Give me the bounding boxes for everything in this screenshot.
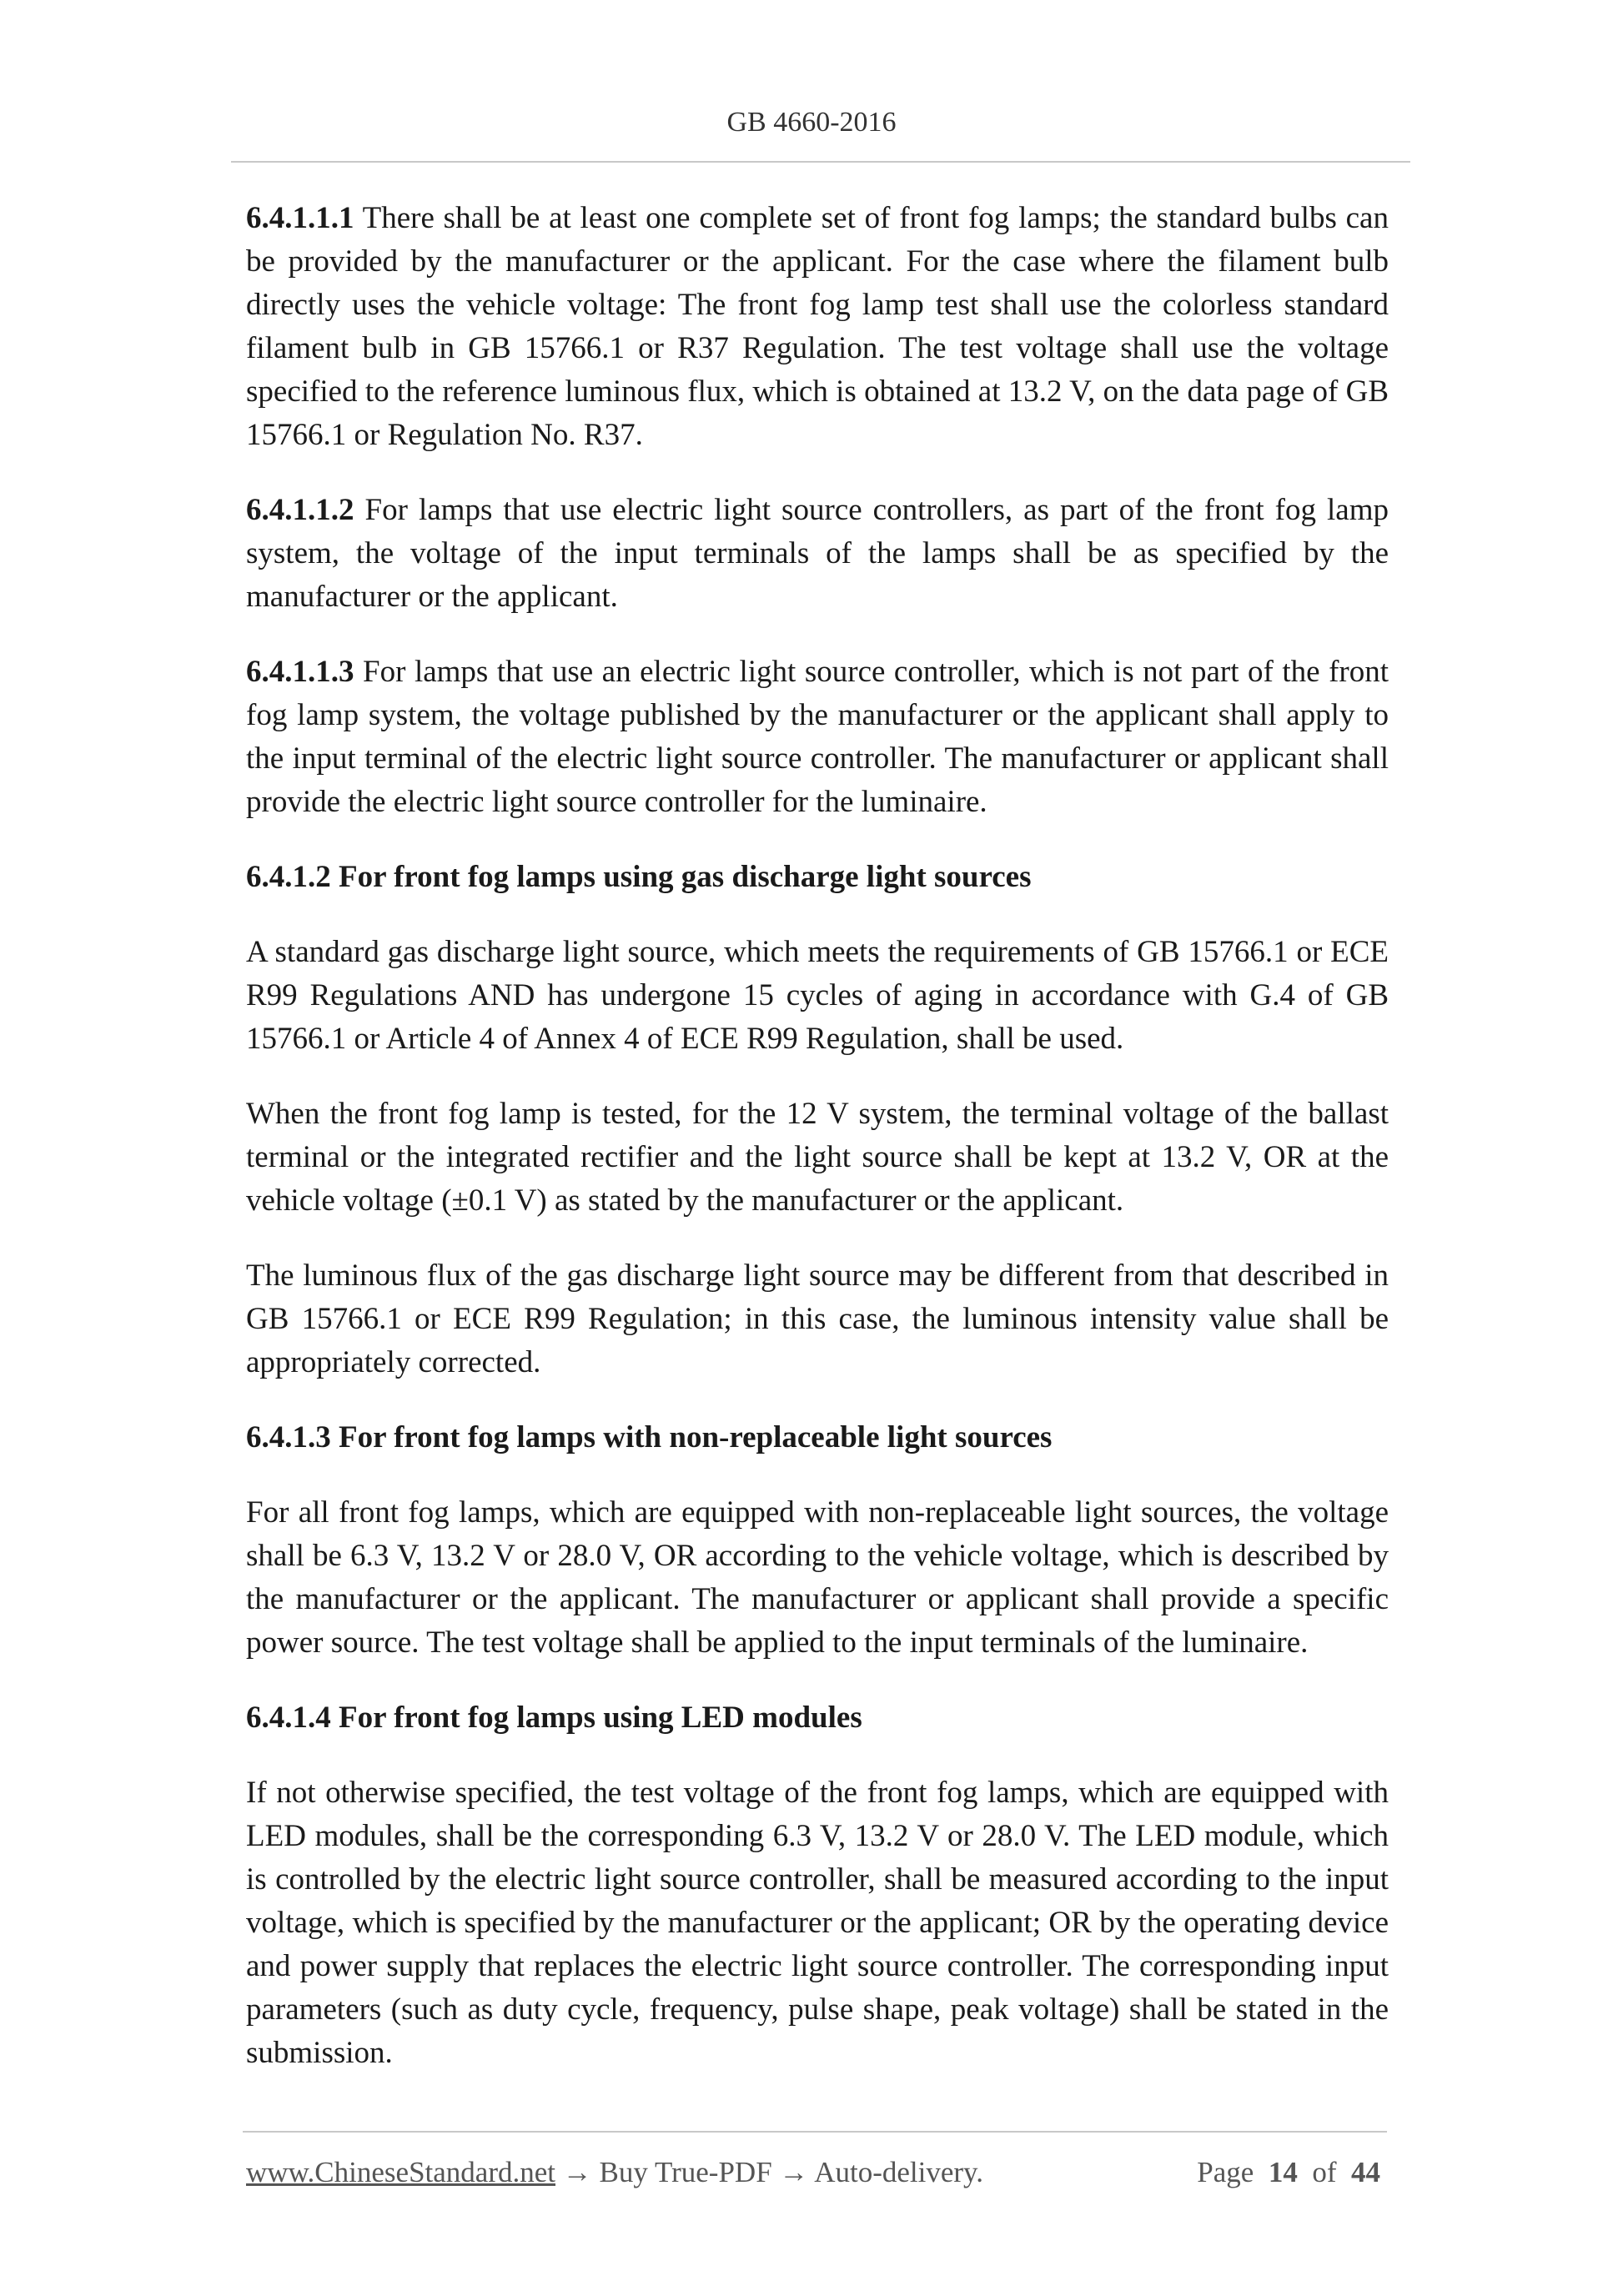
clause-number: 6.4.1.1.2 (246, 493, 354, 527)
clause-number: 6.4.1.1.3 (246, 655, 354, 689)
header-divider (231, 161, 1410, 163)
page-of: of (1312, 2156, 1337, 2188)
paragraph-led-modules: If not otherwise specified, the test voltage of the front fog lamps, which are equipped with LED modules, shall be the corresponding 6.3 V, 13.2 V or 28.0 V. The LED module, which is controlled by the electric light source controller, shall be measured according to the input voltage, which is specified by the manufacturer or the applicant; OR by the operating device and power supply that replaces the electric light source controller. The corresponding input parameters (such as duty cycle, frequency, pulse shape, peak voltage) shall be stated in the submission. (246, 1776, 1389, 2070)
clause-text: For lamps that use electric light source controllers, as part of the front fog lamp system, the voltage of the input terminals of the lamps shall be as specified by the manufacturer or the applicant. (246, 493, 1389, 614)
heading-6-4-1-3: 6.4.1.3 For front fog lamps with non-replaceable light sources (246, 1420, 1053, 1454)
heading-6-4-1-4: 6.4.1.4 For front fog lamps using LED modules (246, 1701, 862, 1735)
paragraph-gas-discharge-source: A standard gas discharge light source, which meets the requirements of GB 15766.1 or ECE R99 Regulations AND has undergone 15 cycles of aging in accordance with G.4 of GB 15766.1 or Article 4 of Annex 4 of ECE R99 Regulation, shall be used. (246, 935, 1389, 1056)
page-current: 14 (1268, 2156, 1298, 2188)
page-total: 44 (1351, 2156, 1380, 2188)
heading-6-4-1-2: 6.4.1.2 For front fog lamps using gas discharge light sources (246, 860, 1032, 894)
document-body (246, 197, 1389, 2107)
paragraph-non-replaceable: For all front fog lamps, which are equipped with non-replaceable light sources, the voltage shall be 6.3 V, 13.2 V or 28.0 V, OR according to the vehicle voltage, which is described by the manufacturer or the applicant. The manufacturer or applicant shall provide a specific power source. The test voltage shall be applied to the input terminals of the luminaire. (246, 1495, 1389, 1660)
document-header: GB 4660-2016 (726, 107, 897, 138)
website-link[interactable]: www.ChineseStandard.net (246, 2156, 555, 2188)
clause-text: There shall be at least one complete set of front fog lamps; the standard bulbs can be provided by the manufacturer or the applicant. For the case where the filament bulb directly uses the vehicle voltage: The front fog lamp test shall use the colorless standard filament bulb in GB 15766.1 or R37 Regulation. The test voltage shall use the voltage specified to the reference luminous flux, which is obtained at 13.2 V, on the data page of GB 15766.1 or Regulation No. R37. (246, 201, 1389, 452)
clause-text: For lamps that use an electric light source controller, which is not part of the front fog lamp system, the voltage published by the manufacturer or the applicant shall apply to the input terminal of the electric light source controller. The manufacturer or applicant shall provide the electric light source controller for the luminaire. (246, 655, 1389, 819)
paragraph-gas-discharge-voltage: When the front fog lamp is tested, for the 12 V system, the terminal voltage of the ballast terminal or the integrated rectifier and the light source shall be kept at 13.2 V, OR at the vehicle voltage (±0.1 V) as stated by the manufacturer or the applicant. (246, 1097, 1389, 1218)
page-label: Page (1197, 2156, 1254, 2188)
footer-tagline: → Buy True-PDF → Auto-delivery. (555, 2156, 984, 2188)
paragraph-gas-discharge-flux: The luminous flux of the gas discharge light source may be different from that described in GB 15766.1 or ECE R99 Regulation; in this case, the luminous intensity value shall be appropriately corrected. (246, 1259, 1389, 1379)
footer-promo (246, 2156, 983, 2189)
page-indicator (1197, 2156, 1380, 2189)
clause-6-4-1-1-2 (246, 489, 1389, 619)
clause-6-4-1-1-3 (246, 651, 1389, 824)
clause-number: 6.4.1.1.1 (246, 201, 354, 235)
clause-6-4-1-1-1 (246, 197, 1389, 457)
footer-divider (243, 2131, 1387, 2133)
